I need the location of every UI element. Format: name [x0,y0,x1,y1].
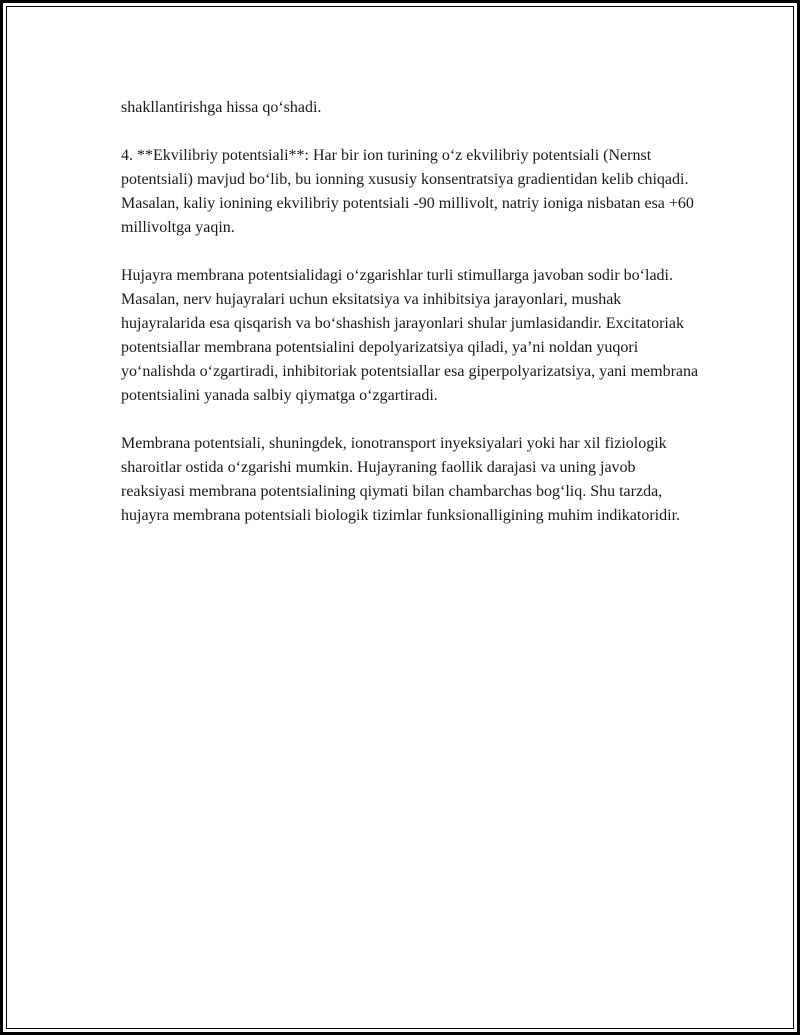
document-body [121,96,701,552]
paragraph-membrana-ozgarishlar: Hujayra membrana potentsialidagi o‘zgarishlar turli stimullarga javoban sodir bo‘ladi. Masalan, nerv hujayralari uchun eksitatsiya va inhibitsiya jarayonlari, mushak hujayralarida esa qisqarish va bo‘shashish jarayonlari shular jumlasidandir. Excitatoriak potentsiallar membrana potentsialini depolyarizatsiya qiladi, ya’ni noldan yuqori yo‘nalishda o‘zgartiradi, inhibitoriak potentsiallar esa giperpolyarizatsiya, yani membrana potentsialini yanada salbiy qiymatga o‘zgartiradi. [121,267,699,404]
paragraph-membrana-potentsiali: Membrana potentsiali, shuningdek, ionotransport inyeksiyalari yoki har xil fiziologik sharoitlar ostida o‘zgarishi mumkin. Hujayraning faollik darajasi va uning javob reaksiyasi membrana potentsialining qiymati bilan chambarchas bog‘liq. Shu tarzda, hujayra membrana potentsiali biologik tizimlar funksionalligining muhim indikatoridir. [121,435,681,524]
paragraph-continuation: shakllantirishga hissa qo‘shadi. [121,99,322,116]
paragraph-ekvilibriy-potentsiali: 4. **Ekvilibriy potentsiali**: Har bir ion turining o‘z ekvilibriy potentsiali (Nernst potentsiali) mavjud bo‘lib, bu ionning xususiy konsentratsiya gradientidan kelib chiqadi. Masalan, kaliy ionining ekvilibriy potentsiali -90 millivolt, natriy ioniga nisbatan esa +60 millivoltga yaqin. [121,147,694,236]
